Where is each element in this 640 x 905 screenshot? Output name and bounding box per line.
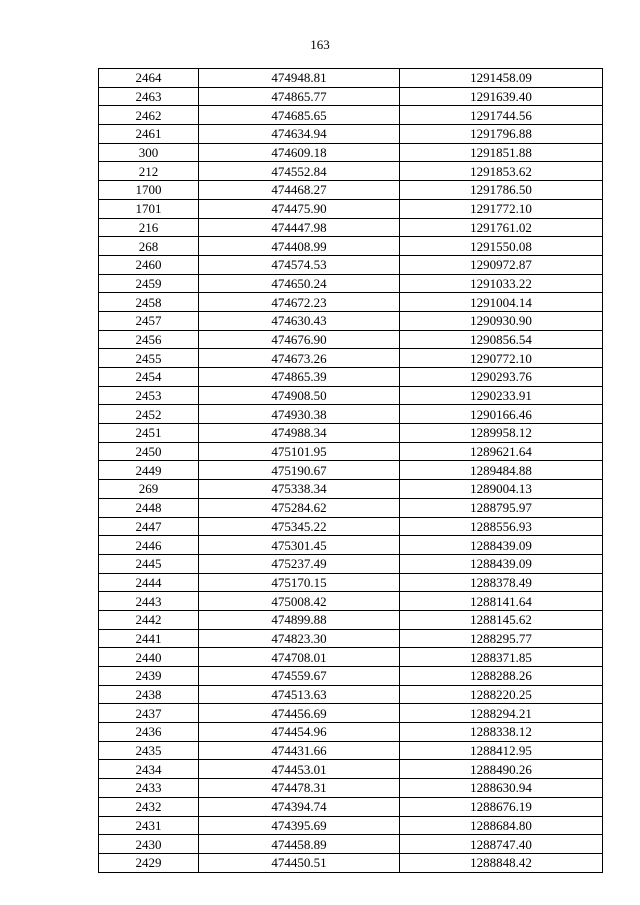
y-coordinate-cell: 1290166.46 — [400, 405, 603, 424]
y-coordinate-cell: 1288684.80 — [400, 816, 603, 835]
y-coordinate-cell: 1291744.56 — [400, 106, 603, 125]
x-coordinate-cell: 474948.81 — [199, 69, 400, 88]
y-coordinate-cell: 1288288.26 — [400, 667, 603, 686]
y-coordinate-cell: 1291851.88 — [400, 143, 603, 162]
table-row — [99, 741, 603, 760]
point-id-cell: 2449 — [99, 461, 199, 480]
point-id-cell: 2435 — [99, 741, 199, 760]
x-coordinate-cell: 474908.50 — [199, 386, 400, 405]
y-coordinate-cell: 1288490.26 — [400, 760, 603, 779]
point-id-cell: 2429 — [99, 853, 199, 872]
y-coordinate-cell: 1291786.50 — [400, 181, 603, 200]
table-row — [99, 87, 603, 106]
table-row — [99, 517, 603, 536]
y-coordinate-cell: 1291639.40 — [400, 87, 603, 106]
x-coordinate-cell: 475338.34 — [199, 480, 400, 499]
y-coordinate-cell: 1288295.77 — [400, 629, 603, 648]
coordinates-table-body — [99, 69, 603, 873]
x-coordinate-cell: 474456.69 — [199, 704, 400, 723]
x-coordinate-cell: 474431.66 — [199, 741, 400, 760]
table-row — [99, 685, 603, 704]
point-id-cell: 2455 — [99, 349, 199, 368]
y-coordinate-cell: 1288747.40 — [400, 835, 603, 854]
point-id-cell: 2462 — [99, 106, 199, 125]
x-coordinate-cell: 474478.31 — [199, 779, 400, 798]
x-coordinate-cell: 475101.95 — [199, 442, 400, 461]
y-coordinate-cell: 1291033.22 — [400, 274, 603, 293]
table-row — [99, 162, 603, 181]
x-coordinate-cell: 474865.77 — [199, 87, 400, 106]
x-coordinate-cell: 474394.74 — [199, 797, 400, 816]
y-coordinate-cell: 1288676.19 — [400, 797, 603, 816]
y-coordinate-cell: 1288556.93 — [400, 517, 603, 536]
y-coordinate-cell: 1291004.14 — [400, 293, 603, 312]
x-coordinate-cell: 474899.88 — [199, 610, 400, 629]
point-id-cell: 2439 — [99, 667, 199, 686]
table-row — [99, 573, 603, 592]
point-id-cell: 2431 — [99, 816, 199, 835]
table-row — [99, 106, 603, 125]
x-coordinate-cell: 474988.34 — [199, 424, 400, 443]
x-coordinate-cell: 474708.01 — [199, 648, 400, 667]
x-coordinate-cell: 474630.43 — [199, 311, 400, 330]
point-id-cell: 2432 — [99, 797, 199, 816]
point-id-cell: 2463 — [99, 87, 199, 106]
y-coordinate-cell: 1291853.62 — [400, 162, 603, 181]
x-coordinate-cell: 474930.38 — [199, 405, 400, 424]
point-id-cell: 2437 — [99, 704, 199, 723]
y-coordinate-cell: 1290293.76 — [400, 368, 603, 387]
x-coordinate-cell: 475008.42 — [199, 592, 400, 611]
x-coordinate-cell: 474559.67 — [199, 667, 400, 686]
y-coordinate-cell: 1291458.09 — [400, 69, 603, 88]
y-coordinate-cell: 1289958.12 — [400, 424, 603, 443]
table-row — [99, 648, 603, 667]
table-row — [99, 498, 603, 517]
y-coordinate-cell: 1288848.42 — [400, 853, 603, 872]
point-id-cell: 2457 — [99, 311, 199, 330]
x-coordinate-cell: 475284.62 — [199, 498, 400, 517]
table-row — [99, 480, 603, 499]
point-id-cell: 2456 — [99, 330, 199, 349]
table-row — [99, 667, 603, 686]
y-coordinate-cell: 1288412.95 — [400, 741, 603, 760]
x-coordinate-cell: 474454.96 — [199, 723, 400, 742]
point-id-cell: 2441 — [99, 629, 199, 648]
table-row — [99, 237, 603, 256]
table-row — [99, 125, 603, 144]
table-row — [99, 816, 603, 835]
x-coordinate-cell: 474447.98 — [199, 218, 400, 237]
point-id-cell: 300 — [99, 143, 199, 162]
page-number: 163 — [310, 37, 330, 52]
y-coordinate-cell: 1288220.25 — [400, 685, 603, 704]
point-id-cell: 2434 — [99, 760, 199, 779]
x-coordinate-cell: 474574.53 — [199, 255, 400, 274]
y-coordinate-cell: 1288145.62 — [400, 610, 603, 629]
point-id-cell: 2454 — [99, 368, 199, 387]
point-id-cell: 2452 — [99, 405, 199, 424]
point-id-cell: 2445 — [99, 554, 199, 573]
point-id-cell: 216 — [99, 218, 199, 237]
point-id-cell: 2459 — [99, 274, 199, 293]
y-coordinate-cell: 1288141.64 — [400, 592, 603, 611]
point-id-cell: 2433 — [99, 779, 199, 798]
table-row — [99, 723, 603, 742]
table-row — [99, 797, 603, 816]
table-row — [99, 853, 603, 872]
y-coordinate-cell: 1288439.09 — [400, 536, 603, 555]
point-id-cell: 2450 — [99, 442, 199, 461]
x-coordinate-cell: 475345.22 — [199, 517, 400, 536]
table-row — [99, 610, 603, 629]
y-coordinate-cell: 1289621.64 — [400, 442, 603, 461]
table-row — [99, 199, 603, 218]
point-id-cell: 2438 — [99, 685, 199, 704]
x-coordinate-cell: 474673.26 — [199, 349, 400, 368]
point-id-cell: 2440 — [99, 648, 199, 667]
y-coordinate-cell: 1291796.88 — [400, 125, 603, 144]
table-row — [99, 386, 603, 405]
point-id-cell: 1701 — [99, 199, 199, 218]
point-id-cell: 2464 — [99, 69, 199, 88]
point-id-cell: 2436 — [99, 723, 199, 742]
table-row — [99, 218, 603, 237]
table-row — [99, 181, 603, 200]
y-coordinate-cell: 1288338.12 — [400, 723, 603, 742]
point-id-cell: 2443 — [99, 592, 199, 611]
point-id-cell: 2453 — [99, 386, 199, 405]
x-coordinate-cell: 475301.45 — [199, 536, 400, 555]
x-coordinate-cell: 474685.65 — [199, 106, 400, 125]
point-id-cell: 269 — [99, 480, 199, 499]
y-coordinate-cell: 1291550.08 — [400, 237, 603, 256]
table-row — [99, 536, 603, 555]
x-coordinate-cell: 474823.30 — [199, 629, 400, 648]
point-id-cell: 2447 — [99, 517, 199, 536]
table-row — [99, 405, 603, 424]
point-id-cell: 2448 — [99, 498, 199, 517]
y-coordinate-cell: 1288630.94 — [400, 779, 603, 798]
point-id-cell: 2460 — [99, 255, 199, 274]
y-coordinate-cell: 1290972.87 — [400, 255, 603, 274]
y-coordinate-cell: 1288439.09 — [400, 554, 603, 573]
table-row — [99, 368, 603, 387]
y-coordinate-cell: 1290930.90 — [400, 311, 603, 330]
table-row — [99, 760, 603, 779]
table-row — [99, 424, 603, 443]
x-coordinate-cell: 474552.84 — [199, 162, 400, 181]
table-row — [99, 442, 603, 461]
table-row — [99, 704, 603, 723]
table-row — [99, 835, 603, 854]
x-coordinate-cell: 474395.69 — [199, 816, 400, 835]
point-id-cell: 268 — [99, 237, 199, 256]
point-id-cell: 2442 — [99, 610, 199, 629]
y-coordinate-cell: 1290772.10 — [400, 349, 603, 368]
y-coordinate-cell: 1289004.13 — [400, 480, 603, 499]
point-id-cell: 2430 — [99, 835, 199, 854]
x-coordinate-cell: 474453.01 — [199, 760, 400, 779]
y-coordinate-cell: 1288371.85 — [400, 648, 603, 667]
table-row — [99, 330, 603, 349]
x-coordinate-cell: 475237.49 — [199, 554, 400, 573]
y-coordinate-cell: 1288378.49 — [400, 573, 603, 592]
x-coordinate-cell: 474676.90 — [199, 330, 400, 349]
x-coordinate-cell: 474475.90 — [199, 199, 400, 218]
table-row — [99, 629, 603, 648]
y-coordinate-cell: 1289484.88 — [400, 461, 603, 480]
point-id-cell: 2451 — [99, 424, 199, 443]
x-coordinate-cell: 474408.99 — [199, 237, 400, 256]
point-id-cell: 1700 — [99, 181, 199, 200]
point-id-cell: 212 — [99, 162, 199, 181]
table-row — [99, 311, 603, 330]
table-row — [99, 274, 603, 293]
x-coordinate-cell: 474450.51 — [199, 853, 400, 872]
table-row — [99, 554, 603, 573]
x-coordinate-cell: 474634.94 — [199, 125, 400, 144]
x-coordinate-cell: 475170.15 — [199, 573, 400, 592]
x-coordinate-cell: 474609.18 — [199, 143, 400, 162]
coordinates-table — [98, 68, 603, 873]
y-coordinate-cell: 1290233.91 — [400, 386, 603, 405]
y-coordinate-cell: 1291761.02 — [400, 218, 603, 237]
x-coordinate-cell: 474468.27 — [199, 181, 400, 200]
table-row — [99, 461, 603, 480]
table-row — [99, 69, 603, 88]
y-coordinate-cell: 1291772.10 — [400, 199, 603, 218]
table-row — [99, 293, 603, 312]
x-coordinate-cell: 474458.89 — [199, 835, 400, 854]
y-coordinate-cell: 1290856.54 — [400, 330, 603, 349]
table-row — [99, 255, 603, 274]
y-coordinate-cell: 1288795.97 — [400, 498, 603, 517]
x-coordinate-cell: 474672.23 — [199, 293, 400, 312]
table-row — [99, 779, 603, 798]
y-coordinate-cell: 1288294.21 — [400, 704, 603, 723]
point-id-cell: 2446 — [99, 536, 199, 555]
table-row — [99, 349, 603, 368]
point-id-cell: 2458 — [99, 293, 199, 312]
table-row — [99, 592, 603, 611]
x-coordinate-cell: 474865.39 — [199, 368, 400, 387]
x-coordinate-cell: 474650.24 — [199, 274, 400, 293]
table-row — [99, 143, 603, 162]
x-coordinate-cell: 474513.63 — [199, 685, 400, 704]
x-coordinate-cell: 475190.67 — [199, 461, 400, 480]
point-id-cell: 2461 — [99, 125, 199, 144]
point-id-cell: 2444 — [99, 573, 199, 592]
